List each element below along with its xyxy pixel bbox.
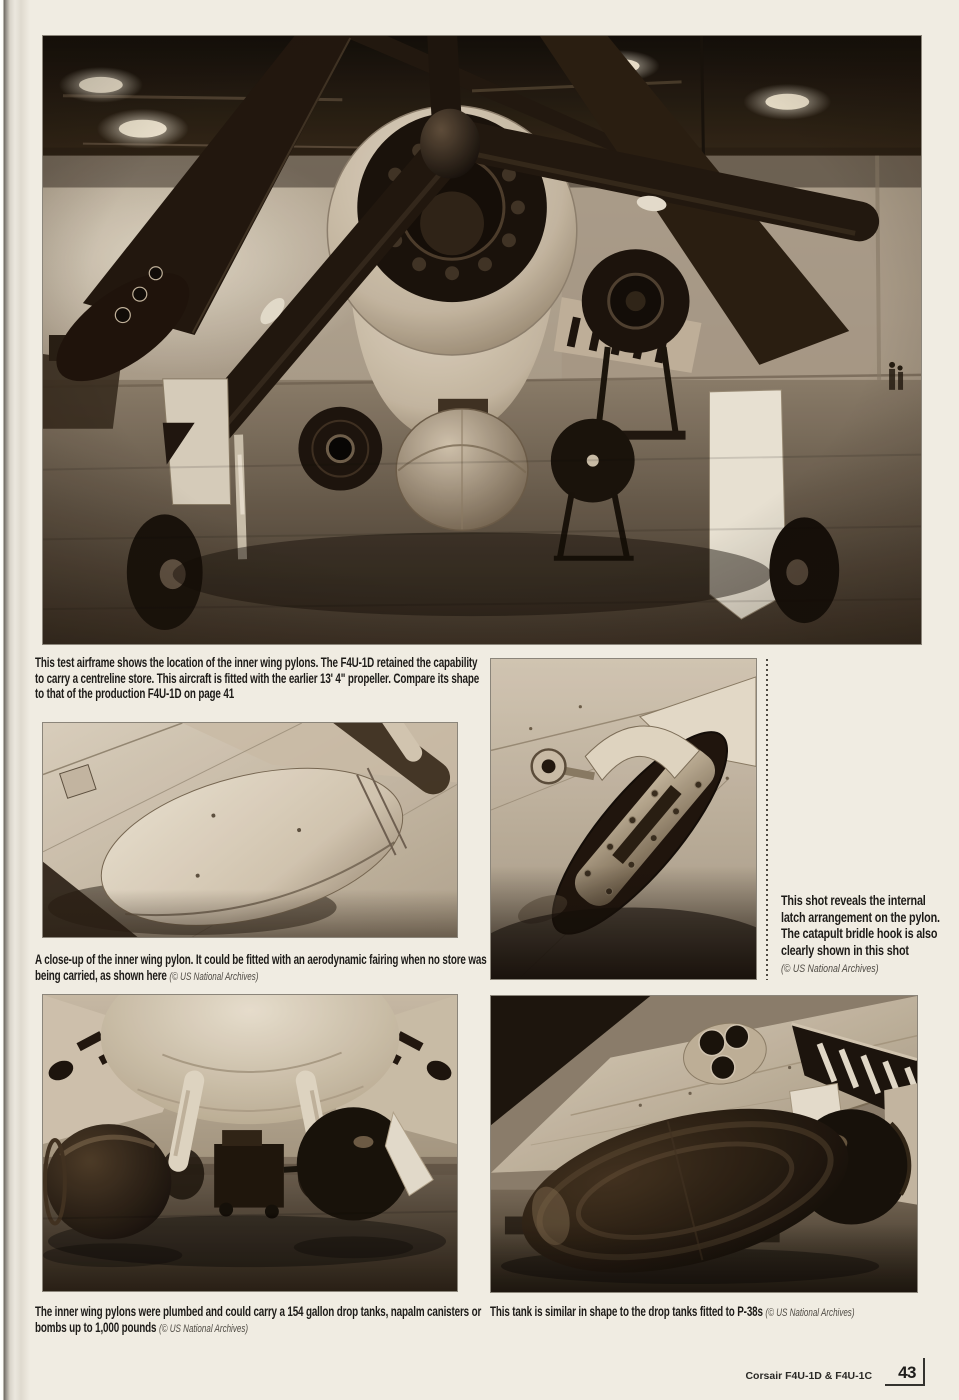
page-footer xyxy=(745,1358,925,1386)
caption-text: The inner wing pylons were plumbed and could carry a 154 gallon drop tanks, napalm canisters or bombs up to 1,000 pounds xyxy=(35,1304,482,1335)
photo-credit: (© US National Archives) xyxy=(169,970,259,983)
photo-credit: (© US National Archives) xyxy=(765,1307,855,1319)
photo-corsair-front-view xyxy=(42,35,922,645)
caption-bottom-left-photo xyxy=(35,1304,488,1337)
corsair-front-illustration xyxy=(43,36,921,644)
teardrop-tank-illustration xyxy=(491,996,917,1292)
photo-pylon-latch xyxy=(490,658,757,980)
caption-text: This shot reveals the internal latch arrangement on the pylon. The catapult bridle hook is also clearly shown in this shot xyxy=(781,893,940,958)
photo-pylon-fairing-closeup xyxy=(42,722,458,938)
drop-tanks-illustration xyxy=(43,995,457,1291)
page-number: 43 xyxy=(898,1363,916,1382)
dotted-divider xyxy=(766,659,768,980)
photo-teardrop-tank xyxy=(490,995,918,1293)
caption-mid-left-photo xyxy=(35,952,488,985)
book-spine-shadow xyxy=(0,0,32,1400)
caption-text: A close-up of the inner wing pylon. It could be fitted with an aerodynamic fairing when no store was being carried, as shown here xyxy=(35,952,487,983)
page-number-box xyxy=(885,1358,925,1386)
caption-bottom-right-photo xyxy=(490,1304,943,1322)
caption-mid-right-photo xyxy=(781,893,952,978)
photo-credit: (© US National Archives) xyxy=(158,1322,249,1335)
pylon-fairing-illustration xyxy=(43,723,457,937)
caption-top-photo xyxy=(35,655,488,702)
photo-credit: (© US National Archives) xyxy=(781,963,879,975)
book-title: Corsair F4U-1D & F4U-1C xyxy=(745,1370,873,1382)
pylon-latch-illustration xyxy=(491,659,756,979)
caption-text: This test airframe shows the location of the inner wing pylons. The F4U-1D retained the capability to carry a centreline store. This aircraft is fitted with the earlier 13' 4" propeller. Compare its shape to that of the production F4U-1D on page 41 xyxy=(35,655,480,702)
caption-text: This tank is similar in shape to the drop tanks fitted to P-38s xyxy=(490,1304,763,1319)
photo-drop-tanks-under-wings xyxy=(42,994,458,1292)
